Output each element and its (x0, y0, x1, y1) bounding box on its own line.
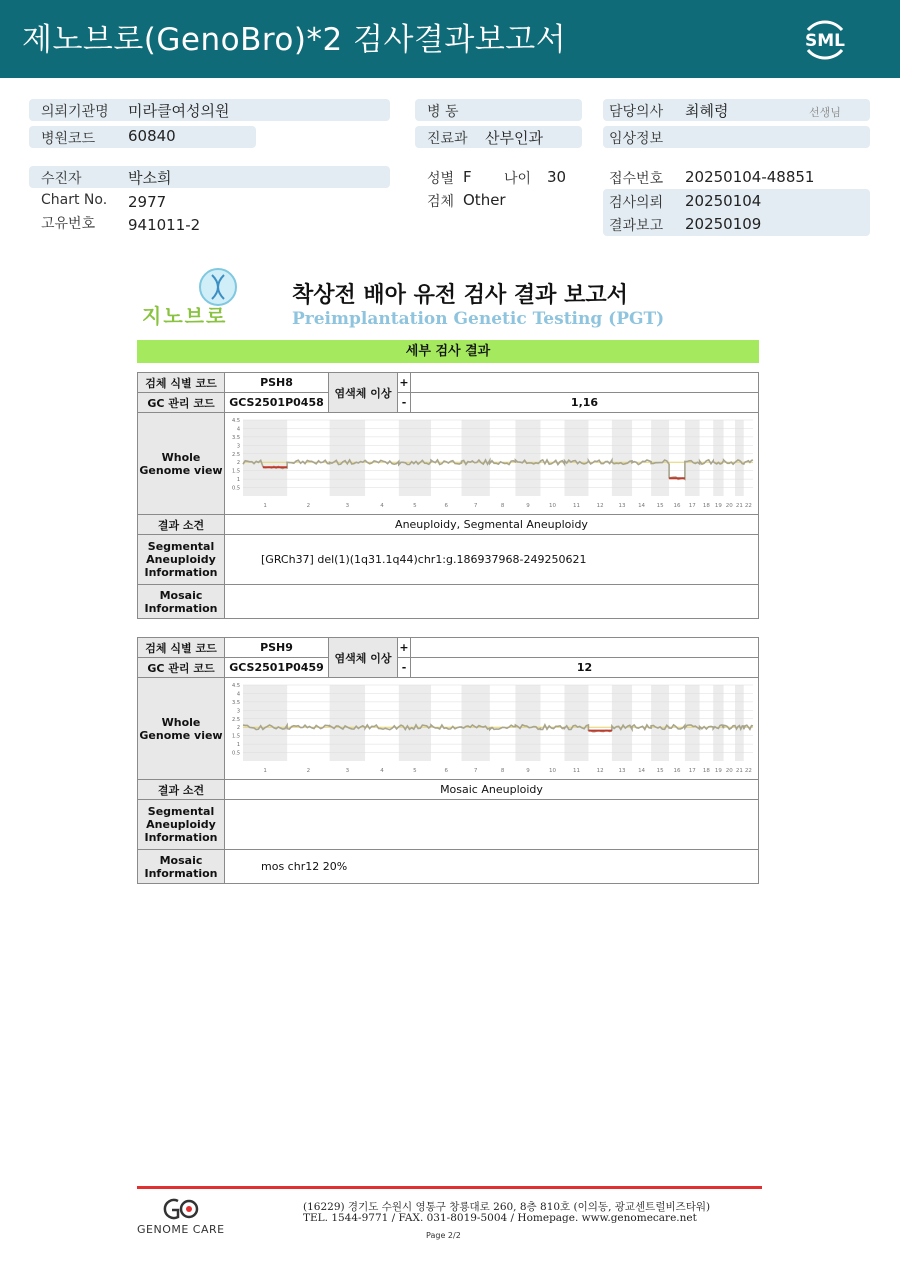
whole-genome-chart-1 (227, 414, 757, 510)
x-tick-label: 4 (380, 503, 384, 509)
y-tick-label: 1.5 (232, 733, 240, 740)
x-tick-label: 21 (735, 503, 743, 509)
unique-no-label: 고유번호 (41, 216, 96, 232)
chromosome-band-13 (612, 685, 632, 761)
copy-number-trace (243, 725, 753, 732)
chromosome-band-9 (515, 420, 540, 496)
copy-number-trace (243, 460, 753, 480)
x-tick-label: 12 (596, 503, 604, 509)
y-tick-label: 2 (236, 725, 240, 732)
x-tick-label: 11 (572, 768, 580, 774)
gain-label: + (398, 373, 411, 393)
table-row (138, 638, 759, 658)
svg-text:SML: SML (805, 31, 845, 51)
table-row (138, 658, 759, 678)
x-tick-label: 8 (500, 768, 505, 774)
unique-no-value: 941011-2 (128, 216, 201, 234)
svg-text:지노브로: 지노브로 (142, 304, 228, 327)
doctor-value: 최혜령 (685, 102, 729, 120)
segmental-label: Segmental Aneuploidy Information (138, 800, 225, 850)
chromosome-band-15 (651, 420, 669, 496)
result-label: 결과 소견 (138, 780, 225, 800)
loss-label: - (398, 658, 411, 678)
chromosome-band-9 (515, 685, 540, 761)
clinical-label: 임상정보 (609, 131, 664, 147)
report-header (0, 0, 900, 78)
y-tick-label: 1 (236, 742, 240, 749)
chromosome-band-17 (685, 420, 700, 496)
y-tick-label: 1.5 (232, 468, 240, 475)
table-row (138, 678, 759, 780)
x-tick-label: 13 (618, 503, 626, 509)
table-row (138, 780, 759, 800)
footer-divider (137, 1186, 762, 1189)
x-tick-label: 7 (473, 503, 478, 509)
receipt-no-value: 20250104-48851 (685, 168, 815, 186)
loss-value: 1,16 (411, 393, 759, 413)
x-tick-label: 9 (526, 503, 530, 509)
specimen-value: Other (463, 191, 506, 209)
sml-logo-icon (800, 14, 850, 64)
table-row (138, 413, 759, 515)
x-tick-label: 18 (702, 503, 710, 509)
x-tick-label: 16 (673, 503, 681, 509)
whole-genome-label: Whole Genome view (138, 678, 225, 780)
chromosome-band-13 (612, 420, 632, 496)
section-title: 세부 검사 결과 (137, 340, 759, 363)
x-tick-label: 3 (345, 503, 350, 509)
sample-table-1 (137, 372, 759, 619)
x-tick-label: 3 (345, 768, 350, 774)
chromosome-band-21 (735, 420, 744, 496)
x-tick-label: 5 (413, 768, 417, 774)
institution-label: 의뢰기관명 (41, 104, 109, 120)
y-tick-label: 0.5 (232, 750, 240, 757)
report-title: 착상전 배아 유전 검사 결과 보고서 (292, 283, 628, 308)
x-tick-label: 6 (444, 503, 448, 509)
y-tick-label: 2.5 (232, 451, 240, 458)
segmental-value: [GRCh37] del(1)(1q31.1q44)chr1:g.186937968-249250621 (225, 535, 759, 585)
hospital-code-value: 60840 (128, 127, 176, 145)
chromosome-band-5 (399, 420, 431, 496)
y-tick-label: 4 (236, 691, 240, 698)
x-tick-label: 21 (735, 768, 743, 774)
doctor-suffix: 선생님 (809, 106, 841, 119)
x-tick-label: 10 (548, 768, 556, 774)
institution-value: 미라클여성의원 (128, 102, 230, 120)
genome-care-logo-icon (158, 1196, 204, 1222)
gc-code-label: GC 관리 코드 (138, 393, 225, 413)
chromosome-band-19 (713, 685, 723, 761)
chromosome-band-7 (461, 685, 489, 761)
x-tick-label: 8 (500, 503, 505, 509)
request-date-value: 20250104 (685, 192, 762, 210)
loss-value: 12 (411, 658, 759, 678)
mosaic-value: mos chr12 20% (225, 850, 759, 884)
x-tick-label: 20 (725, 768, 733, 774)
chromosome-abnormality-label: 염색체 이상 (329, 638, 398, 678)
age-label: 나이 (504, 171, 532, 187)
x-tick-label: 12 (596, 768, 604, 774)
department-label: 진료과 (427, 131, 468, 147)
segmental-label: Segmental Aneuploidy Information (138, 535, 225, 585)
table-row (138, 850, 759, 884)
whole-genome-chart-2 (227, 679, 757, 775)
ward-label: 병 동 (427, 104, 459, 120)
x-tick-label: 7 (473, 768, 478, 774)
x-tick-label: 10 (548, 503, 556, 509)
x-tick-label: 9 (526, 768, 530, 774)
report-subtitle: Preimplantation Genetic Testing (PGT) (292, 309, 665, 329)
chromosome-band-15 (651, 685, 669, 761)
company-name: GENOME CARE (137, 1223, 225, 1236)
y-tick-label: 2.5 (232, 716, 240, 723)
sex-value: F (463, 168, 472, 186)
y-tick-label: 2 (236, 460, 240, 467)
receipt-no-label: 접수번호 (609, 171, 664, 187)
specimen-id-label: 검체 식별 코드 (138, 373, 225, 393)
x-tick-label: 18 (702, 768, 710, 774)
company-address: (16229) 경기도 수원시 영통구 창룡대로 260, 8층 810호 (이의동, 광교센트럴비즈타워) (303, 1201, 711, 1213)
loss-label: - (398, 393, 411, 413)
gc-code-value: GCS2501P0458 (225, 393, 329, 413)
x-tick-label: 22 (744, 768, 752, 774)
chart-no-label: Chart No. (41, 192, 108, 208)
genobro-logo (140, 265, 250, 327)
patient-row (29, 166, 390, 188)
table-row (138, 535, 759, 585)
y-tick-label: 3 (236, 708, 240, 715)
x-tick-label: 14 (638, 503, 646, 509)
genome-chart-cell (225, 678, 759, 780)
report-date-label: 결과보고 (609, 218, 664, 234)
chromosome-abnormality-label: 염색체 이상 (329, 373, 398, 413)
result-value: Aneuploidy, Segmental Aneuploidy (225, 515, 759, 535)
chromosome-band-11 (564, 420, 588, 496)
page-number: Page 2/2 (426, 1231, 461, 1240)
specimen-label: 검체 (427, 194, 455, 210)
specimen-id-value: PSH8 (225, 373, 329, 393)
report-date-value: 20250109 (685, 215, 762, 233)
request-date-label: 검사의뢰 (609, 195, 664, 211)
x-tick-label: 15 (656, 503, 664, 509)
x-tick-label: 17 (688, 503, 696, 509)
mosaic-label: Mosaic Information (138, 850, 225, 884)
chromosome-band-3 (330, 685, 365, 761)
gain-value (411, 638, 759, 658)
chromosome-band-21 (735, 685, 744, 761)
segmental-value (225, 800, 759, 850)
genome-chart-cell (225, 413, 759, 515)
x-tick-label: 4 (380, 768, 384, 774)
table-row (138, 373, 759, 393)
chromosome-band-11 (564, 685, 588, 761)
sample-table-2 (137, 637, 759, 884)
x-tick-label: 15 (656, 768, 664, 774)
table-row (138, 393, 759, 413)
x-tick-label: 1 (263, 768, 267, 774)
x-tick-label: 19 (714, 503, 722, 509)
y-tick-label: 3 (236, 443, 240, 450)
table-row (138, 585, 759, 619)
gc-code-label: GC 관리 코드 (138, 658, 225, 678)
report-main-title: 제노브로(GenoBro)*2 검사결과보고서 (22, 22, 567, 58)
x-tick-label: 16 (673, 768, 681, 774)
result-value: Mosaic Aneuploidy (225, 780, 759, 800)
chromosome-band-17 (685, 685, 700, 761)
x-tick-label: 20 (725, 503, 733, 509)
sex-label: 성별 (427, 171, 455, 187)
chromosome-band-1 (243, 685, 287, 761)
patient-label: 수진자 (41, 171, 82, 187)
table-row (138, 800, 759, 850)
gain-label: + (398, 638, 411, 658)
mosaic-label: Mosaic Information (138, 585, 225, 619)
y-tick-label: 4.5 (232, 683, 240, 689)
specimen-id-value: PSH9 (225, 638, 329, 658)
y-tick-label: 3.5 (232, 699, 240, 706)
x-tick-label: 13 (618, 768, 626, 774)
chromosome-band-5 (399, 685, 431, 761)
table-row (138, 515, 759, 535)
x-tick-label: 5 (413, 503, 417, 509)
y-tick-label: 0.5 (232, 485, 240, 492)
age-value: 30 (547, 168, 567, 186)
chromosome-band-19 (713, 420, 723, 496)
x-tick-label: 2 (306, 768, 311, 774)
x-tick-label: 17 (688, 768, 696, 774)
x-tick-label: 2 (306, 503, 311, 509)
hospital-code-label: 병원코드 (41, 131, 96, 147)
y-tick-label: 4 (236, 426, 240, 433)
x-tick-label: 19 (714, 768, 722, 774)
y-tick-label: 1 (236, 477, 240, 484)
x-tick-label: 22 (744, 503, 752, 509)
x-tick-label: 14 (638, 768, 646, 774)
gain-value (411, 373, 759, 393)
chart-no-value: 2977 (128, 193, 167, 211)
x-tick-label: 1 (263, 503, 267, 509)
chromosome-band-7 (461, 420, 489, 496)
department-value: 산부인과 (485, 129, 543, 147)
result-label: 결과 소견 (138, 515, 225, 535)
gc-code-value: GCS2501P0459 (225, 658, 329, 678)
doctor-label: 담당의사 (609, 104, 664, 120)
chromosome-band-1 (243, 420, 287, 496)
patient-value: 박소희 (128, 169, 172, 187)
x-tick-label: 11 (572, 503, 580, 509)
whole-genome-label: Whole Genome view (138, 413, 225, 515)
mosaic-value (225, 585, 759, 619)
company-contact: TEL. 1544-9771 / FAX. 031-8019-5004 / Homepage. www.genomecare.net (303, 1212, 697, 1224)
y-tick-label: 3.5 (232, 434, 240, 441)
chromosome-band-3 (330, 420, 365, 496)
x-tick-label: 6 (444, 768, 448, 774)
specimen-id-label: 검체 식별 코드 (138, 638, 225, 658)
y-tick-label: 4.5 (232, 418, 240, 424)
